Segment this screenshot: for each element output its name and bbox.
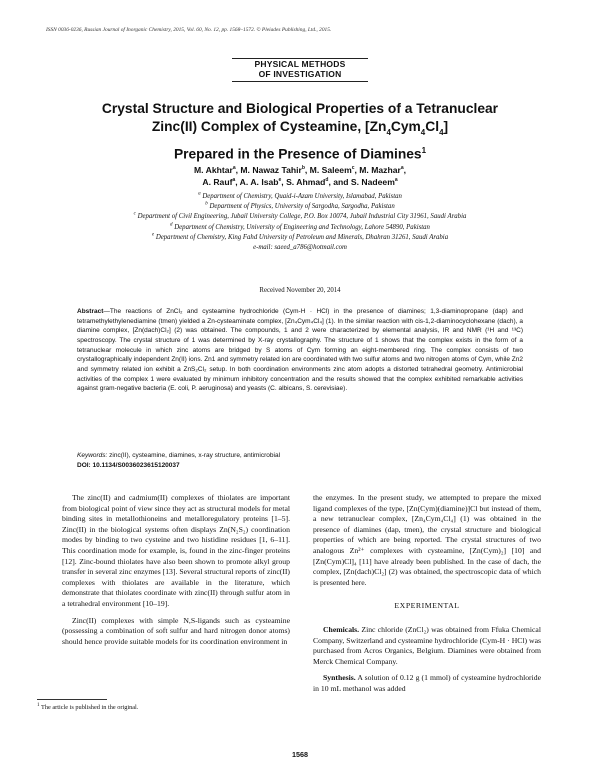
experimental-heading: EXPERIMENTAL [394,601,460,610]
keywords-label: Keywords: [77,452,108,459]
intro-paragraph-continued: the enzymes. In the present study, we attempted to prepare the mixed ligand complexes of the type, [Zn(Cym)(diamine)]Cl but instead of them, a new tetranuclear complex, [Zn₄Cym₄Cl₄] (1) was obtained in the presence of diamines (dap, tmen), the crystal structure and biological properties of which are being reported. The crystal structures of two analogous Zn²⁺ complexes with cysteamine, [Zn(Cym)₂] [10] and [Zn(Cym)Cl]₄ [11] have already been published. In the case of dach, the complex, [Zn(dach)Cl₂] (2) was obtained, the spectroscopic data of which is presented here. [313,493,541,587]
running-header: ISSN 0036-0236, Russian Journal of Inorganic Chemistry, 2015, Vol. 60, No. 12, pp. 1568–1572. © Pleiades Publishing, Ltd., 2015. [46,27,332,33]
chemicals-paragraph: Chemicals. Zinc chloride (ZnCl₂) was obtained from Ffuka Chemical Company, Switzerland and cysteamine hydrochloride (Cym-H · HCl) was purchased from Acros Organics, Belgium. Diamines were obtained from Merck Chemical Company. [313,625,541,666]
footnote: $^1$ The article is published in the original. [37,702,139,711]
affiliation-a: $^a$ Department of Chemistry, Quaid-i-Azam University, Islamabad, Pakistan [198,191,402,200]
footnote-rule [37,699,107,700]
article-title [40,100,560,163]
email: e-mail: saeed_a786@hotmail.com [253,244,347,252]
synthesis-paragraph: Synthesis. A solution of 0.12 g (1 mmol) of cysteamine hydrochloride in 10 mL methanol was added [313,673,541,693]
keywords-text: zinc(II), cysteamine, diamines, x-ray structure, antimicrobial [109,452,281,459]
abstract-label: Abstract [77,308,104,315]
title-line2: Zinc(II) Complex of Cysteamine, $[Zn_4Cym_4Cl_4]$ [151,119,449,137]
authors-line1: M. Akhtar$^a$, M. Nawaz Tahir$^b$, M. Saleem$^c$, M. Mazhar$^a$, [194,165,406,175]
page-number: 1568 [292,750,308,759]
section-heading-line2: OF INVESTIGATION [258,69,342,79]
section-heading-line1: PHYSICAL METHODS [254,59,346,69]
authors-line2: A. Rauf$^a$, A. A. Isab$^e$, S. Ahmad$^d$, and S. Nadeem$^a$ [202,177,398,187]
title-line3: Prepared in the Presence of Diamines$^1$ [173,145,427,162]
author-list [30,164,570,188]
intro-paragraph-2: Zinc(II) complexes with simple N,S-ligands such as cysteamine (possessing a combination of soft sulfur and hard nitrogen donor atoms) should hence provide suitable models for its coordination environment in [62,615,290,646]
abstract-text: —The reactions of ZnCl₂ and cysteamine hydrochloride (Cym-H · HCl) in the presence of diamines; 1,3-diaminopropane (dap) and tetramethylethylenediamine (tmen) yielded a Zn-cysteaminate complex, [Zn₄Cym₄Cl₄] (1). In the similar reaction with cis-1,2-diaminocyclohexane (dach), a diamine complex, [Zn(dach)Cl₂] (2) was obtained. The compounds, 1 and 2 were characterized by elemental analysis, IR and NMR (¹H and ¹³C) spectroscopy. The crystal structure of 1 was determined by X-ray crystallography. The structure of 1 shows that the complex exists in the form of a tetranuclear molecule in which zinc atoms are bridged by S atoms of Cym forming an eight-membered ring. The complex consists of two crystallographically independent Zn(II) ions. Zn1 and symmetry related ion are coordinated with two sulfur atoms and two nitrogen atoms of Cym, while Zn2 and symmetry related ion exhibit a ZnS₂Cl₂ setup. In both coordination environments zinc atom adopts a distorted tetrahedral geometry. Antimicrobial activities of the complex 1 were evaluated by minimum inhibitory concentration and the results showed that the complex exhibited remarkable activities against gram-negative bacteria (E. coli, P. aeruginosa) and yeasts (C. albicans, S. cerevisiae). [77,308,523,393]
doi: DOI: 10.1134/S0036023615120037 [77,462,180,469]
affiliation-c: $^c$ Department of Civil Engineering, Jubail University College, P.O. Box 10074, Jubail Industrial City 31961, Saudi Arabia [133,212,467,221]
right-column [313,493,541,594]
affiliation-e: $^e$ Department of Chemistry, King Fahd University of Petroleum and Minerals, Dhahran 31261, Saudi Arabia [151,232,449,241]
affiliation-d: $^d$ Department of Chemistry, University of Engineering and Technology, Lahore 54890, Pakistan [170,222,430,231]
affiliation-b: $^b$ Department of Physics, University of Sargodha, Sargodha, Pakistan [205,201,395,211]
experimental-section [313,625,541,701]
received-date: Received November 20, 2014 [259,287,341,294]
title-line1: Crystal Structure and Biological Properties of a Tetranuclear [101,101,499,116]
keywords [77,451,523,461]
affiliations [10,192,590,253]
left-column [62,493,290,653]
section-rule-bottom [232,81,368,82]
intro-paragraph-1: The zinc(II) and cadmium(II) complexes of thiolates are important from biological point of view since they act as structural models for metal binding sites in metallothioneins and metalloregulatory proteins [1–5]. Zinc(II) in the biological systems often displays Zn(N₂S₂) coordination modes by binding to two cysteine and two histidine residues [1, 6–11]. This coordination mode for example, is, found in the zinc-finger proteins [12]. Zinc-bound thiolates have also been shown to promote alkyl group transfer in several zinc enzymes [13]. Several structural reports of zinc(II) complexes with thiolates are available in the literature, which demonstrate that thiolates coordinate with zinc(II) through sulfur atom in a tetrahedral environment [10–19]. [62,493,290,608]
section-rule-top [232,58,368,59]
abstract [77,307,523,394]
